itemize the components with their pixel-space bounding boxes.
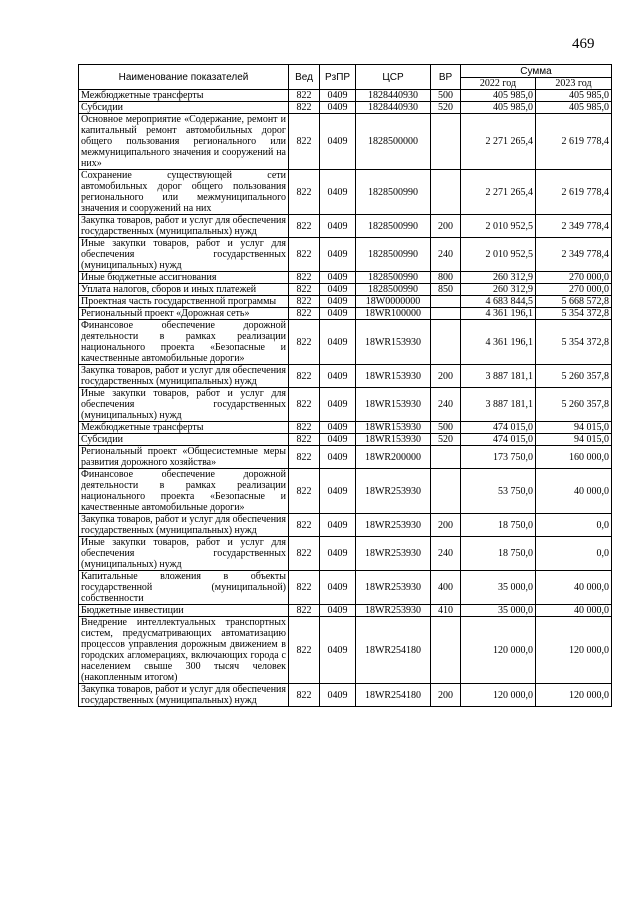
- cell-csr: 18WR200000: [356, 446, 431, 469]
- cell-s2: 2 349 778,4: [536, 215, 612, 238]
- cell-name: Межбюджетные трансферты: [79, 422, 289, 434]
- cell-s2: 270 000,0: [536, 284, 612, 296]
- cell-csr: 18WR253930: [356, 605, 431, 617]
- cell-s1: 260 312,9: [461, 272, 536, 284]
- cell-ved: 822: [289, 102, 320, 114]
- cell-ved: 822: [289, 170, 320, 215]
- cell-rzpr: 0409: [320, 320, 356, 365]
- cell-ved: 822: [289, 469, 320, 514]
- cell-csr: 18WR253930: [356, 537, 431, 571]
- table-row: [79, 571, 612, 605]
- cell-s2: 40 000,0: [536, 469, 612, 514]
- cell-rzpr: 0409: [320, 215, 356, 238]
- table-row: [79, 114, 612, 170]
- cell-csr: 18WR100000: [356, 308, 431, 320]
- header-year-2022: 2022 год: [461, 78, 536, 90]
- budget-table: [78, 64, 612, 707]
- cell-vr: 240: [431, 388, 461, 422]
- cell-vr: 240: [431, 238, 461, 272]
- cell-name: Иные закупки товаров, работ и услуг для обеспечения государственных (муниципальных) нужд: [79, 537, 289, 571]
- cell-ved: 822: [289, 684, 320, 707]
- cell-ved: 822: [289, 114, 320, 170]
- cell-rzpr: 0409: [320, 446, 356, 469]
- cell-name: Капитальные вложения в объекты государственной (муниципальной) собственности: [79, 571, 289, 605]
- cell-ved: 822: [289, 617, 320, 684]
- cell-s1: 405 985,0: [461, 90, 536, 102]
- cell-rzpr: 0409: [320, 272, 356, 284]
- cell-csr: 18WR153930: [356, 434, 431, 446]
- cell-csr: 1828500990: [356, 215, 431, 238]
- cell-s2: 40 000,0: [536, 605, 612, 617]
- cell-vr: 520: [431, 102, 461, 114]
- cell-name: Закупка товаров, работ и услуг для обеспечения государственных (муниципальных) нужд: [79, 514, 289, 537]
- table-row: [79, 514, 612, 537]
- cell-s1: 18 750,0: [461, 514, 536, 537]
- cell-ved: 822: [289, 215, 320, 238]
- cell-vr: 500: [431, 90, 461, 102]
- cell-vr: 200: [431, 684, 461, 707]
- table-body: [79, 90, 612, 707]
- cell-s2: 405 985,0: [536, 102, 612, 114]
- cell-csr: 18WR153930: [356, 422, 431, 434]
- cell-s2: 120 000,0: [536, 684, 612, 707]
- cell-vr: 850: [431, 284, 461, 296]
- cell-vr: 200: [431, 514, 461, 537]
- cell-csr: 18WR253930: [356, 571, 431, 605]
- cell-csr: 18WR253930: [356, 514, 431, 537]
- cell-s1: 474 015,0: [461, 434, 536, 446]
- cell-ved: 822: [289, 284, 320, 296]
- cell-s1: 53 750,0: [461, 469, 536, 514]
- cell-s1: 173 750,0: [461, 446, 536, 469]
- cell-name: Финансовое обеспечение дорожной деятельности в рамках реализации национального проекта «Безопасные и качественные автомобильные дороги»: [79, 469, 289, 514]
- cell-s1: 3 887 181,1: [461, 388, 536, 422]
- cell-vr: [431, 308, 461, 320]
- cell-ved: 822: [289, 296, 320, 308]
- cell-name: Иные закупки товаров, работ и услуг для обеспечения государственных (муниципальных) нужд: [79, 388, 289, 422]
- cell-csr: 18WR153930: [356, 388, 431, 422]
- cell-s2: 2 619 778,4: [536, 114, 612, 170]
- cell-s1: 18 750,0: [461, 537, 536, 571]
- cell-rzpr: 0409: [320, 434, 356, 446]
- cell-name: Субсидии: [79, 102, 289, 114]
- cell-vr: 500: [431, 422, 461, 434]
- cell-vr: [431, 114, 461, 170]
- cell-vr: [431, 296, 461, 308]
- cell-name: Субсидии: [79, 434, 289, 446]
- page-number: 469: [572, 36, 595, 52]
- cell-ved: 822: [289, 308, 320, 320]
- cell-s2: 5 260 357,8: [536, 365, 612, 388]
- cell-csr: 18W0000000: [356, 296, 431, 308]
- cell-name: Основное мероприятие «Содержание, ремонт и капитальный ремонт автомобильных дорог общего пользования регионального или межмуниципального значения и сооружений на них»: [79, 114, 289, 170]
- cell-rzpr: 0409: [320, 617, 356, 684]
- cell-rzpr: 0409: [320, 469, 356, 514]
- table-row: [79, 388, 612, 422]
- cell-s1: 3 887 181,1: [461, 365, 536, 388]
- cell-csr: 1828500990: [356, 284, 431, 296]
- cell-ved: 822: [289, 605, 320, 617]
- cell-name: Уплата налогов, сборов и иных платежей: [79, 284, 289, 296]
- table-row: [79, 446, 612, 469]
- cell-s2: 5 354 372,8: [536, 320, 612, 365]
- table-row: [79, 320, 612, 365]
- cell-name: Внедрение интеллектуальных транспортных систем, предусматривающих автоматизацию процессов управления дорожным движением в городских агломерациях, включающих города с населением свыше 300 тысяч человек (накопленным итогом): [79, 617, 289, 684]
- table-row: [79, 684, 612, 707]
- cell-vr: 520: [431, 434, 461, 446]
- table-row: [79, 365, 612, 388]
- cell-s1: 2 010 952,5: [461, 238, 536, 272]
- cell-s1: 260 312,9: [461, 284, 536, 296]
- cell-ved: 822: [289, 571, 320, 605]
- cell-name: Сохранение существующей сети автомобильных дорог общего пользования регионального или межмуниципального значения и сооружений на них: [79, 170, 289, 215]
- cell-name: Межбюджетные трансферты: [79, 90, 289, 102]
- table-row: [79, 284, 612, 296]
- cell-vr: 200: [431, 215, 461, 238]
- cell-rzpr: 0409: [320, 422, 356, 434]
- cell-csr: 1828500000: [356, 114, 431, 170]
- table-header: [79, 65, 612, 90]
- cell-vr: 800: [431, 272, 461, 284]
- cell-name: Иные закупки товаров, работ и услуг для обеспечения государственных (муниципальных) нужд: [79, 238, 289, 272]
- cell-vr: 400: [431, 571, 461, 605]
- table-row: [79, 617, 612, 684]
- cell-rzpr: 0409: [320, 114, 356, 170]
- table-row: [79, 102, 612, 114]
- cell-rzpr: 0409: [320, 284, 356, 296]
- header-year-2023: 2023 год: [536, 78, 612, 90]
- cell-s1: 120 000,0: [461, 617, 536, 684]
- cell-name: Закупка товаров, работ и услуг для обеспечения государственных (муниципальных) нужд: [79, 365, 289, 388]
- cell-s2: 120 000,0: [536, 617, 612, 684]
- cell-ved: 822: [289, 238, 320, 272]
- cell-vr: [431, 320, 461, 365]
- cell-csr: 18WR253930: [356, 469, 431, 514]
- cell-s2: 94 015,0: [536, 422, 612, 434]
- table-row: [79, 469, 612, 514]
- cell-vr: [431, 469, 461, 514]
- cell-csr: 18WR153930: [356, 320, 431, 365]
- cell-s1: 2 271 265,4: [461, 114, 536, 170]
- header-sum: Сумма: [461, 65, 612, 78]
- table-row: [79, 215, 612, 238]
- cell-vr: 200: [431, 365, 461, 388]
- cell-csr: 18WR254180: [356, 684, 431, 707]
- table-row: [79, 90, 612, 102]
- cell-s2: 160 000,0: [536, 446, 612, 469]
- cell-s2: 2 349 778,4: [536, 238, 612, 272]
- cell-ved: 822: [289, 365, 320, 388]
- cell-name: Закупка товаров, работ и услуг для обеспечения государственных (муниципальных) нужд: [79, 215, 289, 238]
- cell-csr: 1828500990: [356, 238, 431, 272]
- cell-csr: 1828440930: [356, 102, 431, 114]
- cell-ved: 822: [289, 320, 320, 365]
- cell-vr: 240: [431, 537, 461, 571]
- cell-ved: 822: [289, 514, 320, 537]
- cell-s1: 4 683 844,5: [461, 296, 536, 308]
- cell-ved: 822: [289, 537, 320, 571]
- cell-rzpr: 0409: [320, 296, 356, 308]
- cell-rzpr: 0409: [320, 537, 356, 571]
- table-row: [79, 434, 612, 446]
- cell-s2: 5 668 572,8: [536, 296, 612, 308]
- cell-name: Региональный проект «Дорожная сеть»: [79, 308, 289, 320]
- cell-ved: 822: [289, 90, 320, 102]
- header-csr: ЦСР: [356, 65, 431, 90]
- cell-s1: 2 271 265,4: [461, 170, 536, 215]
- cell-name: Иные бюджетные ассигнования: [79, 272, 289, 284]
- cell-ved: 822: [289, 422, 320, 434]
- header-ved: Вед: [289, 65, 320, 90]
- cell-rzpr: 0409: [320, 365, 356, 388]
- cell-s1: 120 000,0: [461, 684, 536, 707]
- cell-rzpr: 0409: [320, 308, 356, 320]
- cell-rzpr: 0409: [320, 90, 356, 102]
- cell-s2: 0,0: [536, 537, 612, 571]
- cell-s2: 40 000,0: [536, 571, 612, 605]
- cell-s2: 94 015,0: [536, 434, 612, 446]
- cell-rzpr: 0409: [320, 102, 356, 114]
- cell-vr: [431, 170, 461, 215]
- cell-s2: 270 000,0: [536, 272, 612, 284]
- table-row: [79, 605, 612, 617]
- cell-csr: 1828500990: [356, 272, 431, 284]
- header-rzpr: РзПР: [320, 65, 356, 90]
- cell-rzpr: 0409: [320, 238, 356, 272]
- header-name: Наименование показателей: [79, 65, 289, 90]
- cell-s1: 474 015,0: [461, 422, 536, 434]
- cell-rzpr: 0409: [320, 388, 356, 422]
- table-row: [79, 308, 612, 320]
- cell-ved: 822: [289, 388, 320, 422]
- cell-name: Закупка товаров, работ и услуг для обеспечения государственных (муниципальных) нужд: [79, 684, 289, 707]
- cell-s1: 405 985,0: [461, 102, 536, 114]
- cell-rzpr: 0409: [320, 170, 356, 215]
- cell-name: Региональный проект «Общесистемные меры развития дорожного хозяйства»: [79, 446, 289, 469]
- cell-s1: 4 361 196,1: [461, 308, 536, 320]
- cell-s1: 35 000,0: [461, 605, 536, 617]
- cell-ved: 822: [289, 272, 320, 284]
- cell-rzpr: 0409: [320, 605, 356, 617]
- cell-s2: 5 354 372,8: [536, 308, 612, 320]
- cell-rzpr: 0409: [320, 514, 356, 537]
- cell-s1: 2 010 952,5: [461, 215, 536, 238]
- cell-rzpr: 0409: [320, 571, 356, 605]
- cell-ved: 822: [289, 446, 320, 469]
- cell-csr: 1828500990: [356, 170, 431, 215]
- cell-s2: 405 985,0: [536, 90, 612, 102]
- header-vr: ВР: [431, 65, 461, 90]
- cell-csr: 18WR254180: [356, 617, 431, 684]
- cell-vr: 410: [431, 605, 461, 617]
- table-row: [79, 272, 612, 284]
- cell-s2: 2 619 778,4: [536, 170, 612, 215]
- cell-s2: 0,0: [536, 514, 612, 537]
- table-row: [79, 238, 612, 272]
- table-row: [79, 170, 612, 215]
- cell-vr: [431, 446, 461, 469]
- table-row: [79, 422, 612, 434]
- table-row: [79, 296, 612, 308]
- cell-rzpr: 0409: [320, 684, 356, 707]
- cell-name: Проектная часть государственной программы: [79, 296, 289, 308]
- cell-vr: [431, 617, 461, 684]
- cell-s2: 5 260 357,8: [536, 388, 612, 422]
- cell-s1: 35 000,0: [461, 571, 536, 605]
- cell-ved: 822: [289, 434, 320, 446]
- cell-csr: 1828440930: [356, 90, 431, 102]
- cell-name: Финансовое обеспечение дорожной деятельности в рамках реализации национального проекта «Безопасные и качественные автомобильные дороги»: [79, 320, 289, 365]
- cell-name: Бюджетные инвестиции: [79, 605, 289, 617]
- cell-csr: 18WR153930: [356, 365, 431, 388]
- table-row: [79, 537, 612, 571]
- cell-s1: 4 361 196,1: [461, 320, 536, 365]
